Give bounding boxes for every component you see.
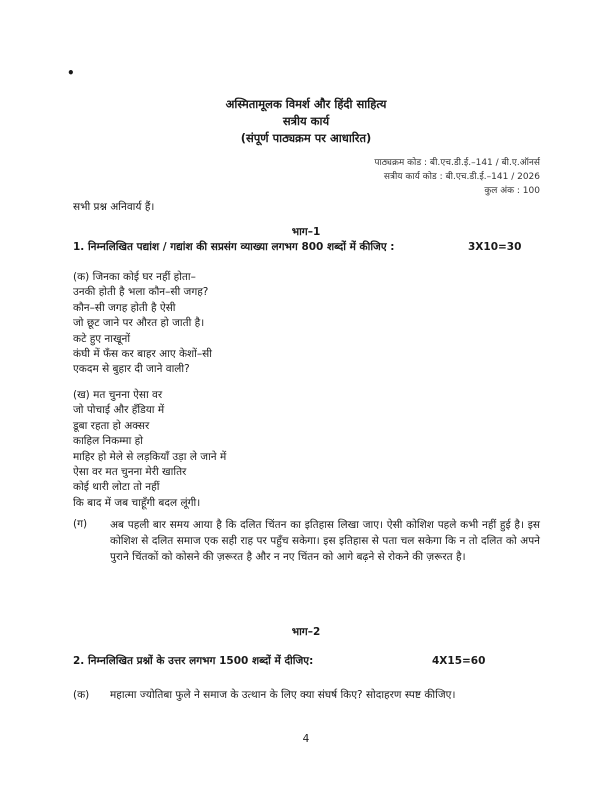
prose-label: (ग): [73, 518, 88, 530]
poem-line: (ख) मत चुनना ऐसा वर: [73, 389, 163, 401]
poem-line: कौन–सी जगह होती है ऐसी: [73, 301, 176, 314]
poem-line: काहिल निकम्मा हो: [73, 435, 143, 448]
part1-heading: भाग–1: [291, 226, 321, 238]
total-marks: कुल अंक : 100: [484, 186, 540, 196]
poem-line: कि बाद में जब चाहूँगी बदल लूंगी।: [73, 496, 201, 509]
stray-mark: •: [67, 66, 75, 80]
poem-line: डूबा रहता हो अक्सर: [73, 419, 150, 432]
part2-marks: 4X15=60: [432, 655, 486, 667]
poem-line: कटे हुए नाखूनों: [73, 332, 131, 345]
document-basis: (संपूर्ण पाठ्यक्रम पर आधारित): [240, 131, 372, 145]
poem-line: माहिर हो मेले से लड़कियाँ उड़ा ले जाने में: [73, 450, 227, 463]
poem-line: एकदम से बुहार दी जाने वाली?: [73, 363, 190, 376]
instruction-line: सभी प्रश्न अनिवार्य हैं।: [73, 201, 155, 213]
poem-line: ऐसा वर मत चुनना मेरी खातिर: [73, 466, 187, 479]
prose-passage: अब पहली बार समय आया है कि दलित चिंतन का इतिहास लिखा जाए। ऐसी कोशिश पहले कभी नहीं हुई है। इस कोशिश से दलित समाज एक सही राह पर पहुँच सकेगा। इस इतिहास से पता चल सकेगा कि न तो दलित को अपने पुराने चिंतकों को कोसने की ज़रूरत है और न नए चिंतन को आगे बढ़ने से रोकने की ज़रूरत है।: [110, 519, 540, 563]
document-title: अस्मितामूलक विमर्श और हिंदी साहित्य: [225, 97, 387, 111]
document-subtitle: सत्रीय कार्य: [282, 114, 330, 128]
part2-q-label: (क): [73, 689, 90, 701]
course-code: पाठ्यक्रम कोड : बी.एच.डी.ई.–141 / बी.ए.ऑनर्स: [374, 158, 540, 168]
poem-b: [73, 388, 226, 511]
poem-line: जो पोचाई और हँडिया में: [73, 404, 165, 417]
poem-line: कंघी में फँस कर बाहर आए केशों–सी: [73, 348, 212, 361]
part2-question: 2. निम्नलिखित प्रश्नों के उत्तर लगभग 1500 शब्दों में दीजिए:: [73, 655, 314, 667]
part1-marks: 3X10=30: [468, 241, 522, 253]
part2-heading: भाग–2: [291, 626, 321, 638]
part1-question: 1. निम्नलिखित पद्यांश / गद्यांश की सप्रसंग व्याख्या लगभग 800 शब्दों में कीजिए :: [73, 241, 395, 253]
poem-line: (क) जिनका कोई घर नहीं होता–: [73, 271, 196, 283]
poem-line: उनकी होती है भला कौन–सी जगह?: [73, 286, 209, 299]
part2-q-text: महात्मा ज्योतिबा फुले ने समाज के उत्थान के लिए क्या संघर्ष किए? सोदाहरण स्पष्ट कीजिए।: [110, 689, 456, 701]
poem-line: कोई थारी लोटा तो नहीं: [73, 481, 160, 494]
page-number: 4: [302, 733, 310, 745]
poem-a: [73, 270, 212, 378]
assignment-code: सत्रीय कार्य कोड : बी.एच.डी.ई.–141 / 2026: [383, 172, 540, 182]
poem-line: जो छूट जाने पर औरत हो जाती है।: [73, 317, 205, 330]
